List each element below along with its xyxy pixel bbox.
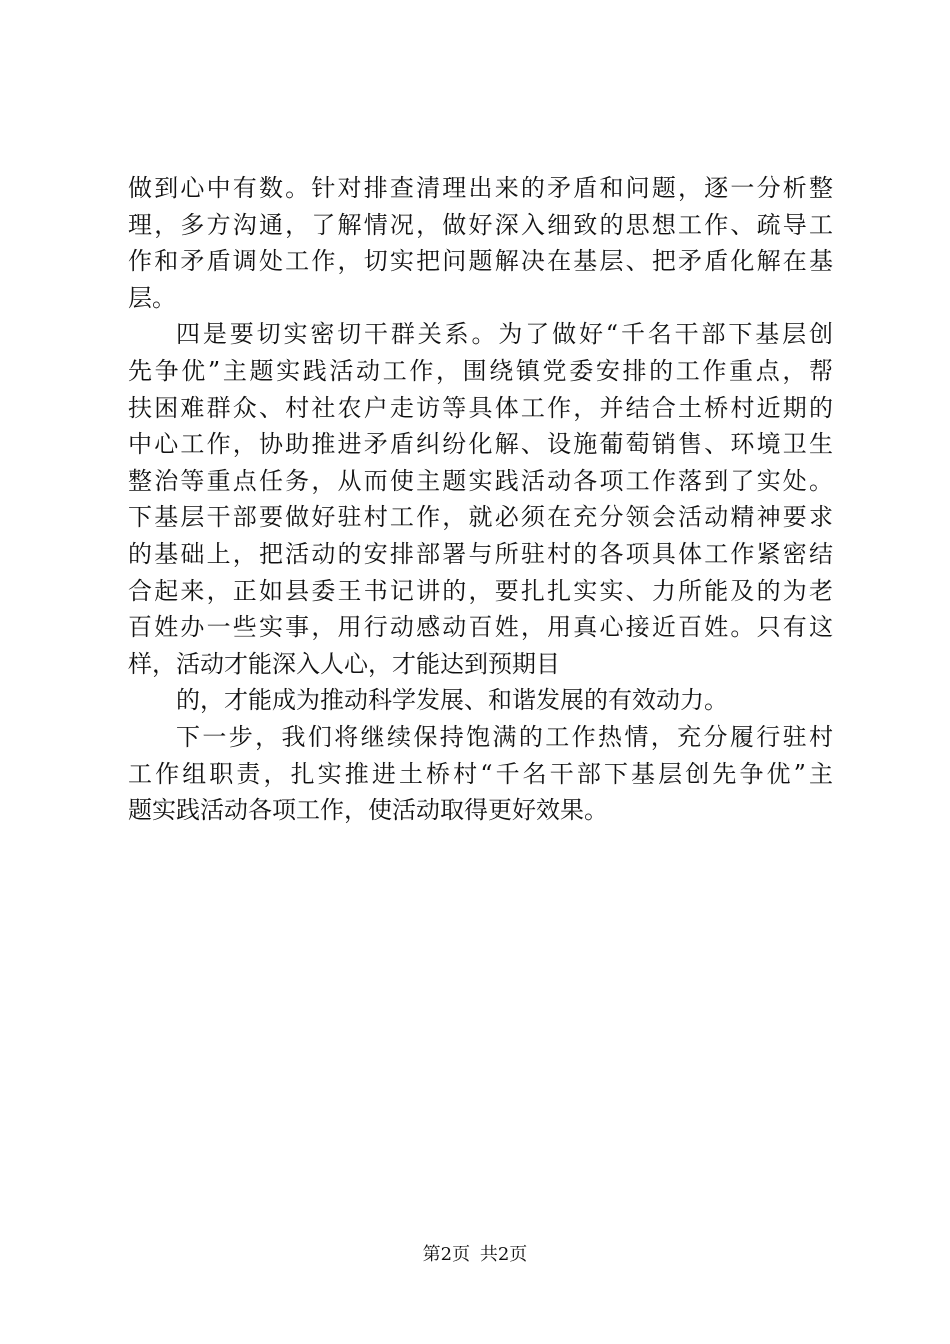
text-line: 百姓办一些实事，用行动感动百姓，用真心接近百姓。只有这 bbox=[128, 613, 833, 642]
paragraph-start-line: 下一步，我们将继续保持饱满的工作热情，充分履行驻村 bbox=[176, 722, 833, 751]
text-line: 层。 bbox=[128, 283, 176, 312]
page-total: 共2页 bbox=[479, 1244, 528, 1265]
page-footer bbox=[0, 1243, 950, 1267]
text-line: 下基层干部要做好驻村工作，就必须在充分领会活动精神要求 bbox=[128, 503, 833, 532]
text-line: 样，活动才能深入人心，才能达到预期目 bbox=[128, 649, 560, 678]
text-line: 中心工作，协助推进矛盾纠纷化解、设施葡萄销售、环境卫生 bbox=[128, 430, 833, 459]
text-line: 先争优”主题实践活动工作，围绕镇党委安排的工作重点，帮 bbox=[128, 356, 833, 385]
text-line: 工作组职责，扎实推进土桥村“千名干部下基层创先争优”主 bbox=[128, 759, 833, 788]
text-line: 理，多方沟通，了解情况，做好深入细致的思想工作、疏导工 bbox=[128, 210, 833, 239]
text-line: 题实践活动各项工作，使活动取得更好效果。 bbox=[128, 796, 608, 825]
document-body bbox=[128, 170, 833, 829]
paragraph-start-line: 的，才能成为推动科学发展、和谐发展的有效动力。 bbox=[176, 686, 728, 715]
page-number: 第2页 bbox=[422, 1244, 471, 1265]
text-line: 的基础上，把活动的安排部署与所驻村的各项具体工作紧密结 bbox=[128, 539, 833, 568]
text-line: 做到心中有数。针对排查清理出来的矛盾和问题，逐一分析整 bbox=[128, 174, 833, 202]
text-line: 扶困难群众、村社农户走访等具体工作，并结合土桥村近期的 bbox=[128, 393, 833, 422]
text-line: 合起来，正如县委王书记讲的，要扎扎实实、力所能及的为老 bbox=[128, 576, 833, 605]
text-line: 作和矛盾调处工作，切实把问题解决在基层、把矛盾化解在基 bbox=[128, 247, 833, 276]
text-line: 整治等重点任务，从而使主题实践活动各项工作落到了实处。 bbox=[128, 466, 833, 495]
paragraph-start-line: 四是要切实密切干群关系。为了做好“千名干部下基层创 bbox=[176, 320, 833, 349]
